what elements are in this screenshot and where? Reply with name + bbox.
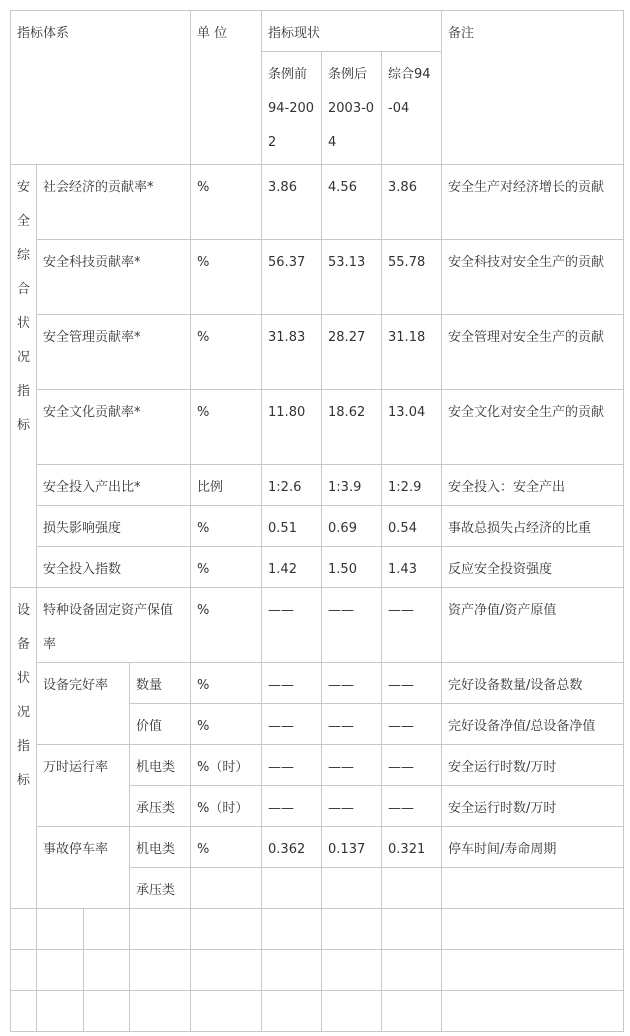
indicator-note [442,868,624,909]
indicator-unit: % [191,588,262,663]
empty-cell [262,991,322,1032]
indicator-unit: % [191,165,262,240]
indicator-unit: % [191,315,262,390]
empty-cell [382,950,442,991]
value-after: 53.13 [322,240,382,315]
header-after: 条例后2003-04 [322,52,382,165]
indicator-unit: % [191,240,262,315]
empty-cell [191,991,262,1032]
header-indicator-system: 指标体系 [11,11,191,165]
indicator-note: 安全生产对经济增长的贡献 [442,165,624,240]
table-row [11,663,624,704]
indicator-unit: % [191,827,262,868]
value-total: —— [382,786,442,827]
header-unit: 单 位 [191,11,262,165]
empty-cell [11,950,37,991]
indicator-table [10,10,624,1032]
indicator-note: 事故总损失占经济的比重 [442,506,624,547]
empty-cell [262,950,322,991]
table-row [11,315,624,390]
empty-row [11,909,624,950]
indicator-name: 安全投入产出比* [37,465,191,506]
value-before: 0.362 [262,827,322,868]
indicator-unit: % [191,547,262,588]
indicator-note: 完好设备数量/设备总数 [442,663,624,704]
header-row [11,11,624,52]
indicator-subtype: 数量 [130,663,191,704]
value-after: 0.137 [322,827,382,868]
indicator-name: 安全文化贡献率* [37,390,191,465]
value-total: 31.18 [382,315,442,390]
indicator-subtype: 承压类 [130,868,191,909]
value-after: —— [322,588,382,663]
group-label-equipment: 设 备 状 况 指 标 [11,588,37,909]
empty-cell [37,950,84,991]
indicator-name: 安全管理贡献率* [37,315,191,390]
value-before: —— [262,588,322,663]
table-row [11,506,624,547]
indicator-name: 万时运行率 [37,745,130,827]
indicator-unit: % [191,704,262,745]
indicator-subtype: 承压类 [130,786,191,827]
empty-cell [191,950,262,991]
value-before: —— [262,663,322,704]
table-row [11,547,624,588]
value-total: —— [382,704,442,745]
value-after: 0.69 [322,506,382,547]
empty-cell [322,909,382,950]
empty-cell [322,991,382,1032]
indicator-unit [191,868,262,909]
value-before: 0.51 [262,506,322,547]
group-label-safety: 安 全 综 合 状 况 指 标 [11,165,37,588]
indicator-subtype: 机电类 [130,745,191,786]
value-total: —— [382,588,442,663]
indicator-note: 安全投入：安全产出 [442,465,624,506]
empty-cell [262,909,322,950]
value-before: 3.86 [262,165,322,240]
table-row [11,465,624,506]
value-after: 1:3.9 [322,465,382,506]
indicator-name: 安全科技贡献率* [37,240,191,315]
indicator-note: 安全运行时数/万时 [442,786,624,827]
indicator-note: 安全科技对安全生产的贡献 [442,240,624,315]
value-before: —— [262,786,322,827]
empty-cell [442,950,624,991]
value-before: 1:2.6 [262,465,322,506]
empty-cell [11,909,37,950]
value-before: 11.80 [262,390,322,465]
value-total: 1:2.9 [382,465,442,506]
value-total: 13.04 [382,390,442,465]
indicator-note: 资产净值/资产原值 [442,588,624,663]
empty-cell [84,950,130,991]
empty-cell [130,909,191,950]
table-row [11,588,624,663]
empty-row [11,950,624,991]
indicator-name: 事故停车率 [37,827,130,909]
empty-cell [442,991,624,1032]
value-after: —— [322,704,382,745]
indicator-name: 损失影响强度 [37,506,191,547]
indicator-note: 停车时间/寿命周期 [442,827,624,868]
indicator-note: 安全文化对安全生产的贡献 [442,390,624,465]
value-after: —— [322,663,382,704]
indicator-name: 设备完好率 [37,663,130,745]
empty-cell [84,909,130,950]
value-total: —— [382,745,442,786]
empty-cell [84,991,130,1032]
value-total: 1.43 [382,547,442,588]
value-before: —— [262,704,322,745]
header-total: 综合94-04 [382,52,442,165]
empty-cell [37,991,84,1032]
value-total [382,868,442,909]
empty-cell [322,950,382,991]
indicator-unit: %（时） [191,786,262,827]
value-before: 1.42 [262,547,322,588]
value-before: 31.83 [262,315,322,390]
indicator-name: 社会经济的贡献率* [37,165,191,240]
empty-cell [382,909,442,950]
empty-cell [382,991,442,1032]
value-after: 4.56 [322,165,382,240]
indicator-note: 安全运行时数/万时 [442,745,624,786]
empty-cell [191,909,262,950]
indicator-unit: 比例 [191,465,262,506]
value-total: 55.78 [382,240,442,315]
value-total: 0.54 [382,506,442,547]
table-row [11,827,624,868]
value-after: 1.50 [322,547,382,588]
empty-row [11,991,624,1032]
indicator-note: 反应安全投资强度 [442,547,624,588]
empty-cell [442,909,624,950]
value-total: 0.321 [382,827,442,868]
indicator-name: 安全投入指数 [37,547,191,588]
table-row [11,165,624,240]
header-indicator-status: 指标现状 [262,11,442,52]
header-note: 备注 [442,11,624,165]
indicator-unit: % [191,663,262,704]
value-after: 28.27 [322,315,382,390]
empty-cell [11,991,37,1032]
indicator-unit: % [191,390,262,465]
value-after: —— [322,786,382,827]
indicator-name: 特种设备固定资产保值率 [37,588,191,663]
table-row [11,390,624,465]
indicator-unit: % [191,506,262,547]
indicator-note: 完好设备净值/总设备净值 [442,704,624,745]
empty-cell [130,991,191,1032]
empty-cell [37,909,84,950]
value-after: —— [322,745,382,786]
value-after [322,868,382,909]
indicator-note: 安全管理对安全生产的贡献 [442,315,624,390]
table-row [11,240,624,315]
value-total: 3.86 [382,165,442,240]
value-before: —— [262,745,322,786]
empty-cell [130,950,191,991]
value-before [262,868,322,909]
indicator-unit: %（时） [191,745,262,786]
table-row [11,745,624,786]
indicator-subtype: 价值 [130,704,191,745]
indicator-subtype: 机电类 [130,827,191,868]
value-after: 18.62 [322,390,382,465]
value-before: 56.37 [262,240,322,315]
header-before: 条例前94-2002 [262,52,322,165]
value-total: —— [382,663,442,704]
